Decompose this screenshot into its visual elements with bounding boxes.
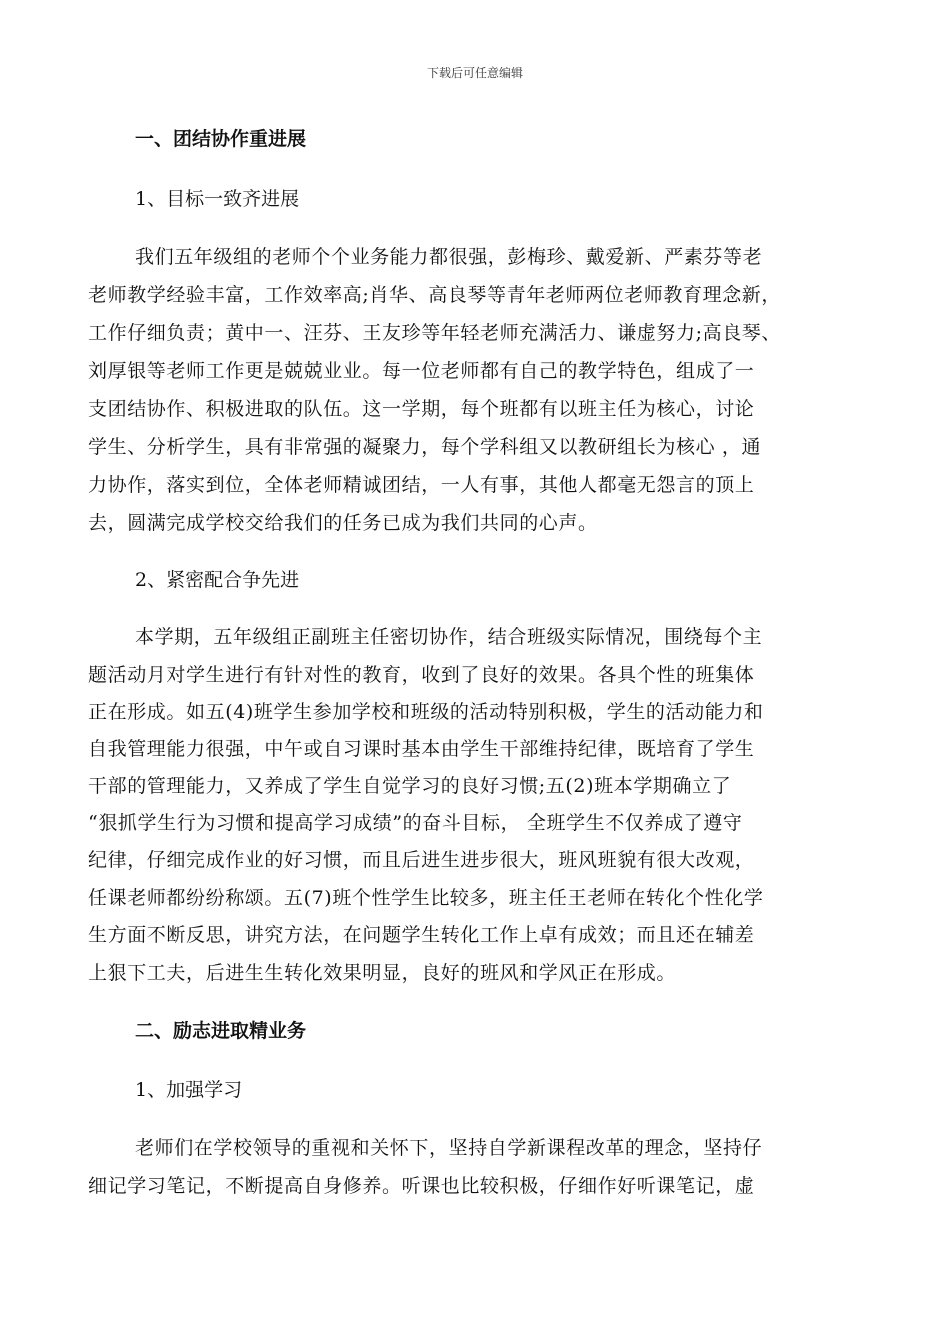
section-1-heading: 一、团结协作重进展 xyxy=(135,128,307,150)
section-2-heading: 二、励志进取精业务 xyxy=(135,1020,307,1042)
paragraph-line: 自我管理能力很强，中午或自习课时基本由学生干部维持纪律，既培育了学生 xyxy=(88,738,755,760)
paragraph-line: 学生、分析学生，具有非常强的凝聚力，每个学科组又以教研组长为核心 ，通 xyxy=(88,436,762,458)
section-1-1-heading: 1、目标一致齐进展 xyxy=(135,188,300,210)
page-header: 下载后可任意编辑 xyxy=(426,66,523,80)
paragraph-line: 去，圆满完成学校交给我们的任务已成为我们共同的心声。 xyxy=(88,512,598,534)
paragraph-line: 正在形成。如五(4)班学生参加学校和班级的活动特别积极，学生的活动能力和 xyxy=(88,701,764,723)
section-1-2-heading: 2、紧密配合争先进 xyxy=(135,569,300,591)
paragraph-line: 力协作，落实到位，全体老师精诚团结，一人有事，其他人都毫无怨言的顶上 xyxy=(88,474,755,496)
section-2-1-heading: 1、加强学习 xyxy=(135,1079,243,1101)
paragraph-line: 纪律，仔细完成作业的好习惯，而且后进生进步很大，班风班貌有很大改观， xyxy=(88,849,755,871)
paragraph-line: 老师们在学校领导的重视和关怀下，坚持自学新课程改革的理念，坚持仔 xyxy=(135,1137,763,1159)
paragraph-line: 干部的管理能力，又养成了学生自觉学习的良好习惯;五(2)班本学期确立了 xyxy=(88,775,732,797)
paragraph-line: 生方面不断反思，讲究方法，在问题学生转化工作上卓有成效；而且还在辅差 xyxy=(88,924,755,946)
paragraph-line: 老师教学经验丰富，工作效率高;肖华、高良琴等青年老师两位老师教育理念新， xyxy=(88,284,782,306)
paragraph-line: 题活动月对学生进行有针对性的教育，收到了良好的效果。各具个性的班集体 xyxy=(88,664,755,686)
paragraph-line: 我们五年级组的老师个个业务能力都很强，彭梅珍、戴爱新、严素芬等老 xyxy=(135,246,763,268)
paragraph-line: “狠抓学生行为习惯和提高学习成绩”的奋斗目标， 全班学生不仅养成了遵守 xyxy=(88,812,743,834)
paragraph-line: 本学期，五年级组正副班主任密切协作，结合班级实际情况，围绕每个主 xyxy=(135,626,763,648)
paragraph-line: 上狠下工夫，后进生生转化效果明显，良好的班风和学风正在形成。 xyxy=(88,962,677,984)
paragraph-line: 工作仔细负责；黄中一、汪芬、王友珍等年轻老师充满活力、谦虚努力;高良琴、 xyxy=(88,322,782,344)
paragraph-line: 任课老师都纷纷称颂。五(7)班个性学生比较多，班主任王老师在转化个性化学 xyxy=(88,887,764,909)
paragraph-line: 刘厚银等老师工作更是兢兢业业。每一位老师都有自己的教学特色，组成了一 xyxy=(88,360,755,382)
paragraph-line: 细记学习笔记，不断提高自身修养。听课也比较积极，仔细作好听课笔记，虚 xyxy=(88,1175,755,1197)
paragraph-line: 支团结协作、积极进取的队伍。这一学期，每个班都有以班主任为核心，讨论 xyxy=(88,398,755,420)
